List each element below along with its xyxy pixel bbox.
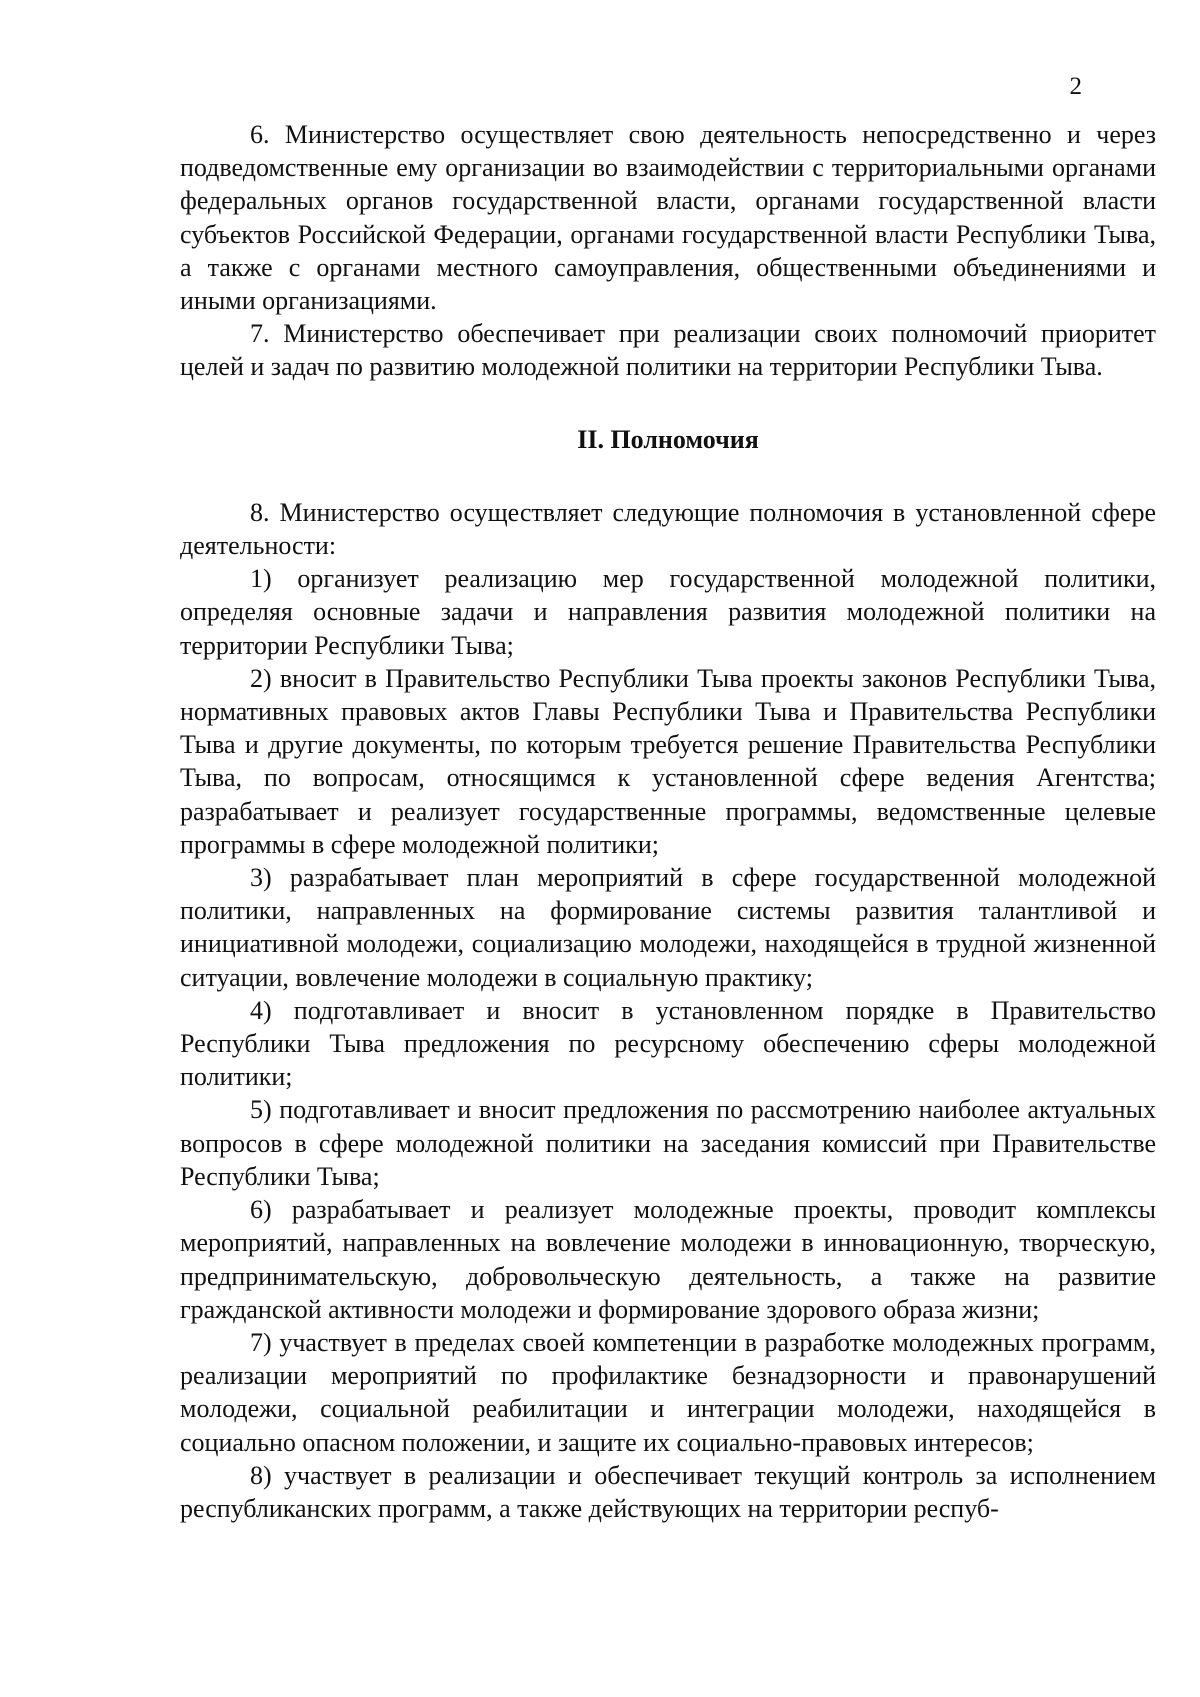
document-body bbox=[180, 118, 1156, 1525]
page-number: 2 bbox=[1069, 73, 1082, 100]
paragraph-8-powers-intro: 8. Министерство осуществляет следующие полномочия в установленной сфере деятельности: bbox=[180, 497, 1156, 561]
list-item-2: 2) вносит в Правительство Республики Тыва проекты законов Республики Тыва, нормативных правовых актов Главы Республики Тыва и Правительства Республики Тыва и другие документы, по которым требуется решение Правительства Республики Тыва, по вопросам, относящимся к установленной сфере ведения Агентства; разрабатывает и реализует государственные программы, ведомственные целевые программы в сфере молодежной политики; bbox=[180, 663, 1156, 859]
paragraph-6-ministry-activity: 6. Министерство осуществляет свою деятельность непосредственно и через подведомственные ему организации во взаимодействии с территориальными органами федеральных органов государственной власти, органами государственной власти субъектов Российской Федерации, органами государственной власти Республики Тыва, а также с органами местного самоуправления, общественными объединениями и иными организациями. bbox=[180, 120, 1156, 316]
list-item-3: 3) разрабатывает план мероприятий в сфере государственной молодежной политики, направленных на формирование системы развития талантливой и инициативной молодежи, социализацию молодежи, находящейся в трудной жизненной ситуации, вовлечение молодежи в социальную практику; bbox=[180, 863, 1156, 992]
paragraph-7-priority-goals: 7. Министерство обеспечивает при реализации своих полномочий приоритет целей и задач по развитию молодежной политики на территории Республики Тыва. bbox=[180, 319, 1156, 382]
list-item-8: 8) участвует в реализации и обеспечивает текущий контроль за исполнением республиканских программ, а также действующих на территории респуб- bbox=[180, 1460, 1156, 1523]
list-item-1: 1) организует реализацию мер государственной молодежной политики, определяя основные задачи и направления развития молодежной политики на территории Республики Тыва; bbox=[180, 564, 1156, 660]
list-item-5: 5) подготавливает и вносит предложения по рассмотрению наиболее актуальных вопросов в сфере молодежной политики на заседания комиссий при Правительстве Республики Тыва; bbox=[180, 1095, 1156, 1191]
list-item-4: 4) подготавливает и вносит в установленном порядке в Правительство Республики Тыва предложения по ресурсному обеспечению сферы молодежной политики; bbox=[180, 995, 1156, 1092]
section-heading-powers: II. Полномочия bbox=[577, 424, 759, 454]
list-item-6: 6) разрабатывает и реализует молодежные проекты, проводит комплексы мероприятий, направленных на вовлечение молодежи в инновационную, творческую, предпринимательскую, добровольческую деятельность, а также на развитие гражданской активности молодежи и формирование здорового образа жизни; bbox=[180, 1195, 1156, 1324]
list-item-7: 7) участвует в пределах своей компетенции в разработке молодежных программ, реализации мероприятий по профилактике безнадзорности и правонарушений молодежи, социальной реабилитации и интеграции молодежи, находящейся в социально опасном положении, и защите их социально-правовых интересов; bbox=[180, 1327, 1156, 1457]
